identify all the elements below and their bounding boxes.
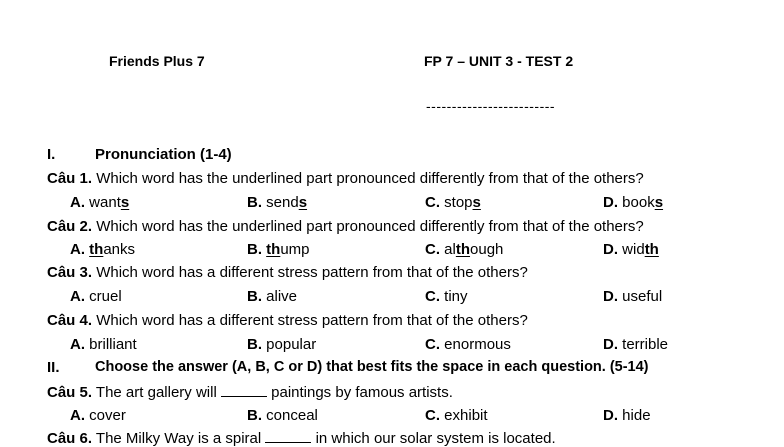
header-dashes: ------------------------- — [426, 98, 556, 114]
option-c[interactable]: C. exhibit — [425, 407, 488, 424]
question-text: Which word has the underlined part pronounced differently from that of the others? — [96, 218, 644, 235]
option-d[interactable]: D. hide — [603, 407, 651, 424]
question-text-before: The Milky Way is a spiral — [95, 430, 262, 447]
option-a[interactable]: A. brilliant — [70, 336, 137, 353]
option-b[interactable]: B. popular — [247, 336, 317, 353]
question-label: Câu 2. — [47, 218, 93, 235]
document-title-left: Friends Plus 7 — [109, 53, 205, 69]
option-b[interactable]: B. conceal — [247, 407, 318, 424]
option-b[interactable]: B. thump — [247, 241, 310, 258]
section-numeral: I. — [47, 146, 56, 163]
question-5 — [47, 383, 453, 401]
option-d[interactable]: D. books — [603, 194, 664, 211]
question-text-before: The art gallery will — [95, 384, 217, 401]
question-text-after: in which our solar system is located. — [315, 430, 556, 447]
option-a[interactable]: A. thanks — [70, 241, 136, 258]
option-d[interactable]: D. terrible — [603, 336, 669, 353]
option-c[interactable]: C. stops — [425, 194, 481, 211]
question-3 — [47, 264, 528, 281]
question-text: Which word has a different stress pattern from that of the others? — [96, 312, 528, 329]
document-title-right: FP 7 – UNIT 3 - TEST 2 — [424, 53, 574, 69]
question-6 — [47, 429, 556, 447]
question-4 — [47, 312, 528, 329]
section-title: Choose the answer (A, B, C or D) that best fits the space in each question. (5-14) — [95, 359, 649, 375]
question-text-after: paintings by famous artists. — [271, 384, 453, 401]
option-b[interactable]: B. alive — [247, 288, 298, 305]
option-b[interactable]: B. sends — [247, 194, 308, 211]
question-label: Câu 3. — [47, 264, 93, 281]
option-a[interactable]: A. cover — [70, 407, 126, 424]
question-label: Câu 6. — [47, 430, 93, 447]
answer-blank[interactable] — [221, 383, 267, 397]
question-1 — [47, 170, 644, 187]
option-a[interactable]: A. cruel — [70, 288, 122, 305]
option-c[interactable]: C. although — [425, 241, 504, 258]
option-d[interactable]: D. width — [603, 241, 659, 258]
question-text: Which word has the underlined part pronounced differently from that of the others? — [96, 170, 644, 187]
option-c[interactable]: C. enormous — [425, 336, 511, 353]
option-c[interactable]: C. tiny — [425, 288, 468, 305]
section-title: Pronunciation (1-4) — [95, 146, 232, 163]
question-text: Which word has a different stress pattern from that of the others? — [96, 264, 528, 281]
question-label: Câu 5. — [47, 384, 93, 401]
question-label: Câu 4. — [47, 312, 93, 329]
section-numeral: II. — [47, 359, 60, 376]
question-2 — [47, 218, 644, 235]
option-a[interactable]: A. wants — [70, 194, 130, 211]
question-label: Câu 1. — [47, 170, 93, 187]
option-d[interactable]: D. useful — [603, 288, 663, 305]
